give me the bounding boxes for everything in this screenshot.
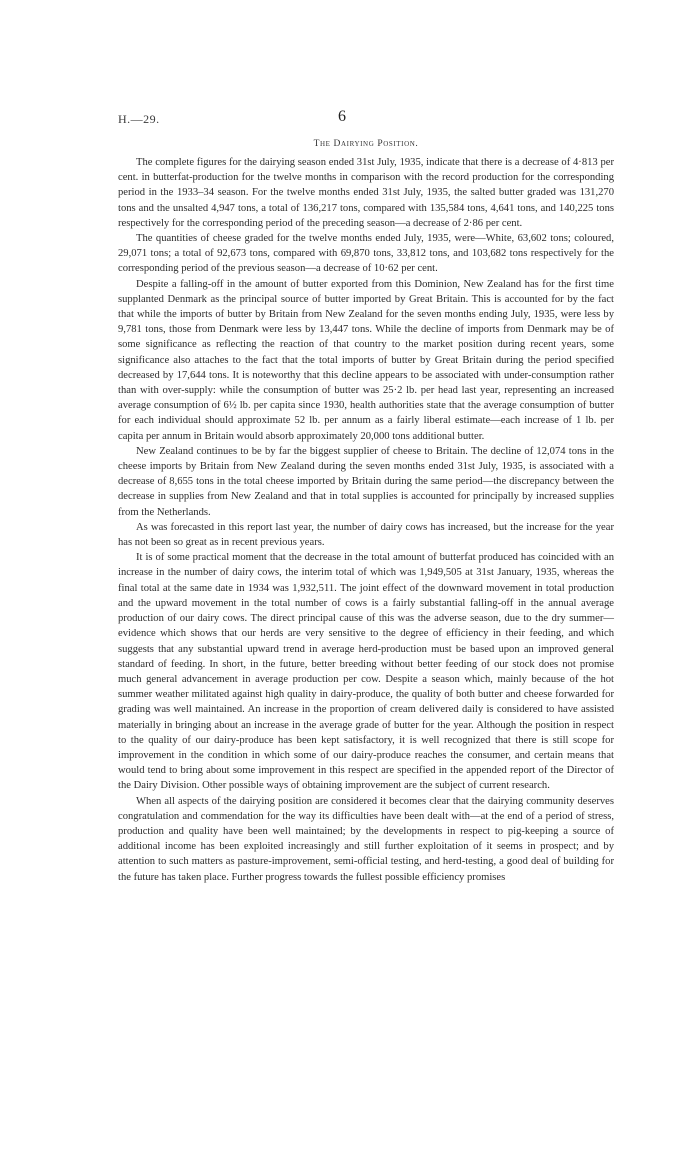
paragraph-conclusion: When all aspects of the dairying position are considered it becomes clear that the dairying community deserves congratulation and commendation for the way its difficulties have been dealt with—at the end of a period of stress, production and quality have been well maintained; by the developments in respect to pig-keeping a source of additional income has been exploited increasingly and still further exploitation of it seems in prospect; and by attention to such matters as pasture-improvement, semi-official testing, and herd-testing, a good deal of building for the future has taken place. Further progress towards the fullest possible efficiency promises [118,795,614,883]
paragraph-butter-exports: Despite a falling-off in the amount of butter exported from this Dominion, New Zealand has for the first time supplanted Denmark as the principal source of butter imported by Great Britain. This is accounted for by the fact that while the imports of butter by Britain from New Zealand for the seven months ending July, 1935, were less by 9,781 tons, those from Denmark were less by 13,447 tons. While the decline of imports from Denmark may be of some significance as reflecting the reaction of that country to the market position during recent years, some significance also attaches to the fact that the total imports of butter by Great Britain during the period specified decreased by 17,644 tons. It is noteworthy that this decline appears to be associated with under-consumption rather than with over-supply: while the consumption of butter was 25·2 lb. per head last year, representing an increased average consumption of 6½ lb. per capita since 1930, health authorities state that the average consumption of butter for each individual should approximate 52 lb. per annum as a fairly liberal estimate—each increase of 1 lb. per capita per annum in Britain would absorb approximately 20,000 tons additional butter. [118,278,614,442]
section-title: The Dairying Position. [313,139,419,149]
page-reference: H.—29. [118,112,160,126]
paragraph-cheese-quantities: The quantities of cheese graded for the twelve months ended July, 1935, were—White, 63,602 tons; coloured, 29,071 tons; a total of 92,673 tons, compared with 69,870 tons, 33,812 tons, and 103,682 tons respectively for the corresponding period of the previous season—a decrease of 10·62 per cent. [118,233,614,275]
body-text [118,155,614,885]
page-number: 6 [338,108,346,125]
paragraph-dairy-cows: As was forecasted in this report last year, the number of dairy cows has increased, but the increase for the year has not been so great as in recent previous years. [118,521,614,549]
paragraph-cheese-supply: New Zealand continues to be by far the biggest supplier of cheese to Britain. The decline of 12,074 tons in the cheese imports by Britain from New Zealand during the seven months ended 31st July, 1935, is associated with a decrease of 8,655 tons in the total cheese imported by Britain during the same period—the discrepancy between the decrease in supplies from New Zealand and that in total supplies is accounted for principally by increased supplies from the Netherlands. [118,445,614,518]
paragraph-production-quality: It is of some practical moment that the decrease in the total amount of butterfat produced has coincided with an increase in the number of dairy cows, the interim total of which was 1,949,505 at 31st January, 1935, whereas the final total at the same date in 1934 was 1,932,511. The joint effect of the downward movement in total production and the upward movement in the total number of cows is a fairly substantial falling-off in the annual average production of our dairy cows. The direct principal cause of this was the adverse season, due to the dry summer—evidence which shows that our herds are very sensitive to the degree of efficiency in their feeding, and which suggests that any substantial upward trend in average herd-production must be based upon an improved general standard of feeding. In short, in the future, better breeding without better feeding of our stock does not promise much general advancement in average production per cow. Despite a season which, mainly because of the hot summer weather militated against high quality in dairy-produce, the quality of both butter and cheese forwarded for grading was well maintained. An increase in the proportion of cream delivered daily is considered to have assisted materially in bringing about an increase in the average grade of butter for the year. Although the position in respect to the quality of our dairy-produce has been kept satisfactory, it is well recognized that there is still scope for improvement in the condition in which some of our dairy-produce reaches the consumer, and certain means that would tend to bring about some improvement in this respect are specified in the appended report of the Director of the Dairy Division. Other possible ways of obtaining improvement are the subject of current research. [118,552,614,792]
paragraph-season-summary: The complete figures for the dairying season ended 31st July, 1935, indicate that there is a decrease of 4·813 per cent. in butterfat-production for the twelve months in comparison with the record production for the corresponding period in the 1933–34 season. For the twelve months ended 31st July, 1935, the salted butter graded was 131,270 tons and the unsalted 4,947 tons, a total of 136,217 tons, compared with 135,584 tons, 4,641 tons, and 140,225 tons respectively for the corresponding period of the preceding season—a decrease of 2·86 per cent. [118,157,614,229]
page-header [118,108,620,132]
